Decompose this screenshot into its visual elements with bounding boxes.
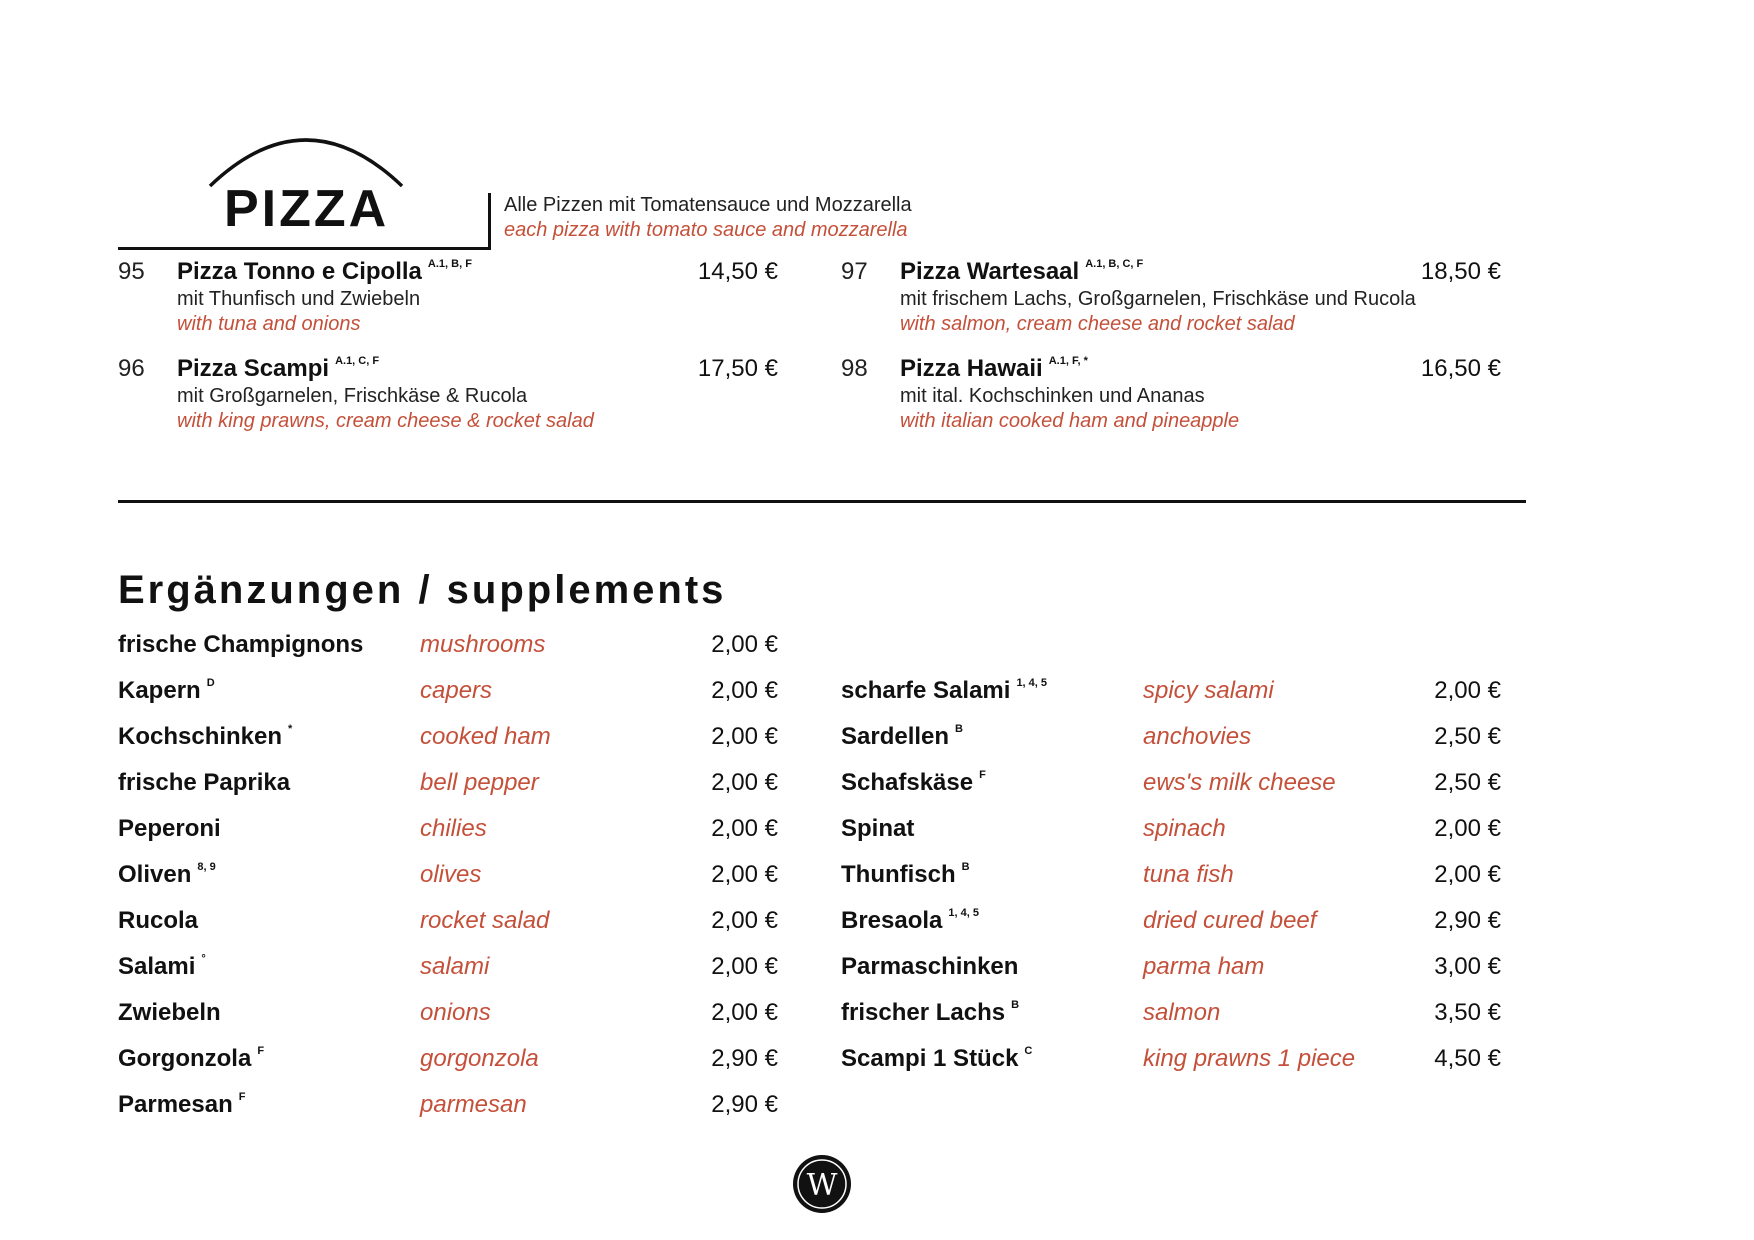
supplement-name-english: tuna fish <box>1143 861 1234 888</box>
supplement-row <box>841 769 1501 809</box>
supplement-name-german: frische Paprika <box>118 769 291 796</box>
allergen-codes: B <box>961 861 970 873</box>
supplement-row <box>118 861 778 901</box>
supplement-name-german: Salami ° <box>118 953 206 980</box>
pizza-description-english: with king prawns, cream cheese & rocket salad <box>177 410 594 432</box>
supplement-name-english: capers <box>420 677 493 704</box>
subtitle-english: each pizza with tomato sauce and mozzarella <box>504 219 908 241</box>
supplement-row <box>841 723 1501 763</box>
allergen-codes: D <box>206 677 215 689</box>
pizza-description-english: with italian cooked ham and pineapple <box>900 410 1240 432</box>
page-title: PIZZA <box>224 180 390 238</box>
supplement-name-english: salami <box>420 953 490 980</box>
supplement-name-german: Parmaschinken <box>841 953 1019 980</box>
supplement-name-english: spicy salami <box>1143 677 1274 704</box>
supplement-name-english: dried cured beef <box>1143 907 1317 934</box>
pizza-price: 16,50 € <box>1420 355 1501 382</box>
pizza-number: 97 <box>841 258 868 285</box>
supplement-row <box>118 999 778 1039</box>
supplement-row <box>118 815 778 855</box>
supplement-name-german: Parmesan $^F$ <box>118 1091 246 1118</box>
allergen-codes: 8, 9 <box>197 861 216 873</box>
supplement-name-german: Scampi 1 Stück $^C$ <box>841 1045 1033 1072</box>
allergen-codes: 1, 4, 5 <box>948 907 979 919</box>
supplement-name-german: Gorgonzola $^F$ <box>118 1045 265 1072</box>
allergen-codes: F <box>238 1091 246 1103</box>
subtitle-german: Alle Pizzen mit Tomatensauce und Mozzarella <box>504 194 912 216</box>
supplement-name-english: chilies <box>420 815 487 842</box>
allergen-codes: A.1, F, * <box>1048 355 1088 367</box>
supplement-price: 2,00 € <box>1434 815 1501 842</box>
allergen-codes: F <box>979 769 986 781</box>
supplement-row <box>841 861 1501 901</box>
title-underline <box>118 247 488 250</box>
supplement-name-english: olives <box>420 861 482 888</box>
supplement-price: 3,00 € <box>1434 953 1501 980</box>
pizza-description-english: with tuna and onions <box>177 313 361 335</box>
supplement-price: 2,00 € <box>711 953 778 980</box>
supplement-name-english: anchovies <box>1143 723 1252 750</box>
pizza-number: 98 <box>841 355 868 382</box>
supplement-name-german: Zwiebeln <box>118 999 221 1026</box>
pizza-description-german: mit ital. Kochschinken und Ananas <box>900 385 1205 407</box>
pizza-name: Pizza Wartesaal $^{A.1, B, C, F}$ <box>900 258 1144 285</box>
pizza-price: 14,50 € <box>697 258 778 285</box>
pizza-number: 96 <box>118 355 145 382</box>
supplement-name-german: Rucola <box>118 907 199 934</box>
supplement-price: 2,90 € <box>1434 907 1501 934</box>
supplement-row <box>841 953 1501 993</box>
supplement-name-english: bell pepper <box>420 769 539 796</box>
supplement-name-english: spinach <box>1143 815 1226 842</box>
supplement-name-german: frische Champignons <box>118 631 364 658</box>
supplement-name-english: ews's milk cheese <box>1143 769 1336 796</box>
supplement-row <box>118 1091 778 1131</box>
supplement-name-german: frischer Lachs $^B$ <box>841 999 1020 1026</box>
supplement-name-english: cooked ham <box>420 723 551 750</box>
allergen-codes: 1, 4, 5 <box>1016 677 1048 689</box>
pizza-description-german: mit frischem Lachs, Großgarnelen, Frischkäse und Rucola <box>900 288 1416 310</box>
supplement-name-german: Schafskäse $^F$ <box>841 769 986 796</box>
pizza-number: 95 <box>118 258 145 285</box>
pizza-description-german: mit Thunfisch und Zwiebeln <box>177 288 421 310</box>
supplement-name-german: Peperoni <box>118 815 221 842</box>
supplement-row <box>118 723 778 763</box>
supplement-row <box>841 999 1501 1039</box>
pizza-price: 18,50 € <box>1420 258 1501 285</box>
supplement-name-german: Spinat <box>841 815 915 842</box>
supplement-row <box>841 677 1501 717</box>
supplement-name-german: scharfe Salami $^{1, 4, 5}$ <box>841 677 1048 704</box>
pizza-name: Pizza Tonno e Cipolla $^{A.1, B, F}$ <box>177 258 472 285</box>
supplement-price: 2,00 € <box>711 907 778 934</box>
pizza-item <box>841 258 1501 354</box>
supplement-price: 3,50 € <box>1434 999 1501 1026</box>
supplement-name-german: Kochschinken * <box>118 723 293 750</box>
supplement-name-english: king prawns 1 piece <box>1143 1045 1356 1072</box>
pizza-name: Pizza Scampi $^{A.1, C, F}$ <box>177 355 380 382</box>
supplement-name-german: Sardellen $^B$ <box>841 723 963 750</box>
supplement-name-english: gorgonzola <box>420 1045 539 1072</box>
supplement-row <box>118 677 778 717</box>
supplement-name-german: Thunfisch $^B$ <box>841 861 970 888</box>
svg-text:W: W <box>806 1168 838 1203</box>
supplement-price: 2,00 € <box>711 631 778 658</box>
w-logo-icon <box>792 1154 852 1214</box>
supplement-row <box>118 953 778 993</box>
supplement-row <box>841 1045 1501 1085</box>
pizza-item <box>841 355 1501 451</box>
allergen-codes: C <box>1024 1045 1033 1057</box>
supplement-price: 2,00 € <box>711 999 778 1026</box>
allergen-codes: F <box>257 1045 265 1057</box>
supplement-price: 2,00 € <box>1434 677 1501 704</box>
supplement-name-german: Oliven $^{8, 9}$ <box>118 861 216 888</box>
supplements-heading: Ergänzungen / supplements <box>118 568 727 612</box>
supplement-price: 2,50 € <box>1434 723 1501 750</box>
supplement-name-english: onions <box>420 999 491 1026</box>
supplement-price: 2,50 € <box>1434 769 1501 796</box>
allergen-codes: B <box>1011 999 1020 1011</box>
title-divider <box>488 193 491 250</box>
pizza-item <box>118 355 778 451</box>
supplement-row <box>118 631 778 671</box>
supplement-price: 2,90 € <box>711 1091 778 1118</box>
supplement-price: 2,00 € <box>711 861 778 888</box>
allergen-codes: A.1, C, F <box>335 355 380 367</box>
supplement-row <box>118 907 778 947</box>
supplement-price: 2,00 € <box>711 677 778 704</box>
supplement-row <box>118 1045 778 1085</box>
allergen-codes: A.1, B, C, F <box>1085 258 1144 270</box>
allergen-codes: * <box>288 723 293 735</box>
supplement-name-english: rocket salad <box>420 907 550 934</box>
supplement-name-german: Bresaola $^{1, 4, 5}$ <box>841 907 979 934</box>
allergen-codes: B <box>955 723 963 735</box>
supplement-name-english: salmon <box>1143 999 1221 1026</box>
pizza-item <box>118 258 778 354</box>
supplement-price: 2,90 € <box>711 1045 778 1072</box>
supplement-price: 2,00 € <box>711 769 778 796</box>
pizza-description-english: with salmon, cream cheese and rocket salad <box>900 313 1295 335</box>
supplement-name-english: parmesan <box>420 1091 527 1118</box>
supplement-price: 2,00 € <box>711 723 778 750</box>
supplement-price: 2,00 € <box>711 815 778 842</box>
supplement-price: 4,50 € <box>1434 1045 1501 1072</box>
pizza-price: 17,50 € <box>697 355 778 382</box>
supplement-row <box>118 769 778 809</box>
supplement-name-english: parma ham <box>1143 953 1265 980</box>
supplement-name-german: Kapern $^D$ <box>118 677 215 704</box>
supplement-row <box>841 815 1501 855</box>
allergen-codes: ° <box>201 953 206 965</box>
supplement-row <box>841 907 1501 947</box>
supplement-name-english: mushrooms <box>420 631 546 658</box>
section-divider <box>118 500 1526 503</box>
allergen-codes: A.1, B, F <box>427 258 472 270</box>
pizza-name: Pizza Hawaii $^{A.1, F, *}$ <box>900 355 1088 382</box>
supplement-price: 2,00 € <box>1434 861 1501 888</box>
pizza-description-german: mit Großgarnelen, Frischkäse & Rucola <box>177 385 528 407</box>
